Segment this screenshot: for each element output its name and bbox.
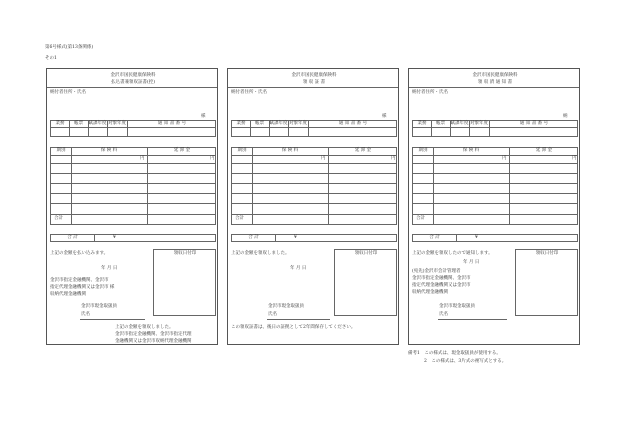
name-label: 氏名 — [81, 312, 90, 317]
notice-message: 上記の金額を領収したので通知します。 — [412, 251, 493, 256]
payer-suffix: 様 — [201, 114, 206, 119]
amount-table — [231, 147, 397, 225]
institution-line-2: 指定代理金融機関又は金沢市 様 — [50, 285, 115, 290]
grand-total-label: 合 計 — [429, 235, 440, 240]
form-payment-receipt-copy — [46, 68, 218, 345]
institution-line-1: 金沢市指定金融機関、金沢市 — [412, 276, 471, 281]
header-hokenryo: 保 険 料 — [100, 148, 118, 153]
form-title-1: 金沢市国民健康保険料 — [291, 73, 337, 78]
payer-suffix: 納 — [563, 114, 568, 119]
header-gyomu: 業務 — [236, 121, 246, 126]
footer-line-1: 上記の金額を領収しました。 — [115, 325, 174, 330]
yen-mark: ¥ — [294, 235, 297, 240]
form-title-1: 金沢市国民健康保険料 — [110, 73, 156, 78]
header-entaikin: 延 滞 金 — [354, 148, 372, 153]
institution-line-1: 金沢市指定金融機関、金沢市 — [50, 278, 109, 283]
recipient-line: (宛先)金沢市会計管理者 — [412, 269, 461, 274]
date-line: 年 月 日 — [101, 266, 118, 271]
total-label: 合計 — [235, 216, 244, 221]
collector-label: 金沢市現金取扱員 — [81, 304, 117, 309]
stamp-label: 領収日付印 — [354, 251, 378, 256]
header-hokenryo: 保 険 料 — [281, 148, 299, 153]
date-line: 年 月 日 — [463, 260, 480, 265]
header-gyomu: 業務 — [417, 121, 427, 126]
header-tsuchisho-bango: 通 知 書 番 号 — [338, 121, 368, 126]
header-hokenryo: 保 険 料 — [462, 148, 480, 153]
grand-total-label: 合 計 — [248, 235, 259, 240]
header-taisho-nendo: 対象年度 — [289, 121, 307, 126]
form-number: 第6号様式(第13条関係) — [45, 45, 94, 50]
form-title-2: 払込書兼領収証書(控) — [110, 80, 155, 85]
institution-line-3: 収納代理金融機関 — [412, 290, 448, 295]
stamp-label: 領収日付印 — [535, 251, 559, 256]
form-receipt-notice — [408, 68, 580, 345]
total-label: 合計 — [54, 216, 63, 221]
header-kibetsu: 期別 — [418, 148, 428, 153]
receipt-message: 上記の金額を領収しました。 — [231, 251, 290, 256]
yen-label-entai: 円 — [391, 156, 396, 161]
form-title-2: 領 収 済 通 知 書 — [477, 80, 513, 85]
notice-table — [231, 120, 397, 137]
form-part: その1 — [45, 56, 57, 61]
footer-line-3: 金融機関又は金沢市収納代理金融機関 — [115, 339, 192, 344]
yen-label-hoken: 円 — [502, 156, 507, 161]
yen-mark: ¥ — [475, 235, 478, 240]
header-taisho-nendo: 対象年度 — [470, 121, 488, 126]
date-line: 年 月 日 — [290, 266, 307, 271]
header-fuka-nendo: 賦課年度 — [269, 121, 288, 126]
header-gyomu: 業務 — [55, 121, 65, 126]
stamp-box — [515, 249, 578, 316]
institution-line-3: 収納代理金融機関 — [50, 292, 86, 297]
yen-mark: ¥ — [113, 235, 116, 240]
yen-label-entai: 円 — [572, 156, 577, 161]
header-entaikin: 延 滞 金 — [173, 148, 191, 153]
header-entaikin: 延 滞 金 — [535, 148, 553, 153]
name-label: 氏名 — [268, 312, 277, 317]
stamp-box — [153, 249, 216, 316]
form-title-1: 金沢市国民健康保険料 — [472, 73, 518, 78]
yen-label-entai: 円 — [210, 156, 215, 161]
header-fuka-nendo: 賦課年度 — [88, 121, 107, 126]
header-fuka-nendo: 賦課年度 — [450, 121, 469, 126]
header-chohyo: 帳票 — [436, 121, 445, 126]
amount-table — [50, 147, 216, 225]
total-label: 合計 — [416, 216, 425, 221]
footer-line-2: 金沢市指定金融機関、金沢市指定代理 — [115, 332, 192, 337]
yen-label-hoken: 円 — [140, 156, 145, 161]
header-kibetsu: 期別 — [237, 148, 247, 153]
notice-table — [412, 120, 578, 137]
header-tsuchisho-bango: 通 知 書 番 号 — [519, 121, 549, 126]
payer-label: 納付者住所・氏名 — [412, 90, 448, 95]
payment-message: 上記の金額を払い込みます。 — [50, 251, 109, 256]
name-label: 氏名 — [439, 312, 448, 317]
note-1: 備考1 この様式は、現金取扱員が使用する。 — [408, 351, 501, 356]
form-title-2: 領 収 証 書 — [302, 80, 326, 85]
stamp-label: 領収日付印 — [173, 251, 197, 256]
yen-label-hoken: 円 — [321, 156, 326, 161]
notice-table — [50, 120, 216, 137]
grand-total-box — [412, 234, 578, 242]
collector-label: 金沢市現金取扱員 — [439, 304, 475, 309]
payer-label: 納付者住所・氏名 — [50, 90, 86, 95]
form-receipt — [227, 68, 399, 345]
header-chohyo: 帳票 — [255, 121, 264, 126]
grand-total-box — [231, 234, 397, 242]
collector-label: 金沢市現金取扱員 — [268, 304, 304, 309]
grand-total-label: 合 計 — [67, 235, 78, 240]
header-kibetsu: 期別 — [56, 148, 66, 153]
grand-total-box — [50, 234, 216, 242]
footer-line-1: この領収証書は、後日の証拠として2年間保存してください。 — [231, 325, 356, 330]
payer-suffix: 様 — [382, 114, 387, 119]
amount-table — [412, 147, 578, 225]
header-tsuchisho-bango: 通 知 書 番 号 — [157, 121, 187, 126]
header-chohyo: 帳票 — [74, 121, 83, 126]
header-taisho-nendo: 対象年度 — [108, 121, 126, 126]
payer-label: 納付者住所・氏名 — [231, 90, 267, 95]
note-2: 2 この様式は、3片式の複写式とする。 — [424, 359, 507, 364]
institution-line-2: 指定代理金融機関又は金沢市 — [412, 283, 471, 288]
stamp-box — [334, 249, 397, 316]
